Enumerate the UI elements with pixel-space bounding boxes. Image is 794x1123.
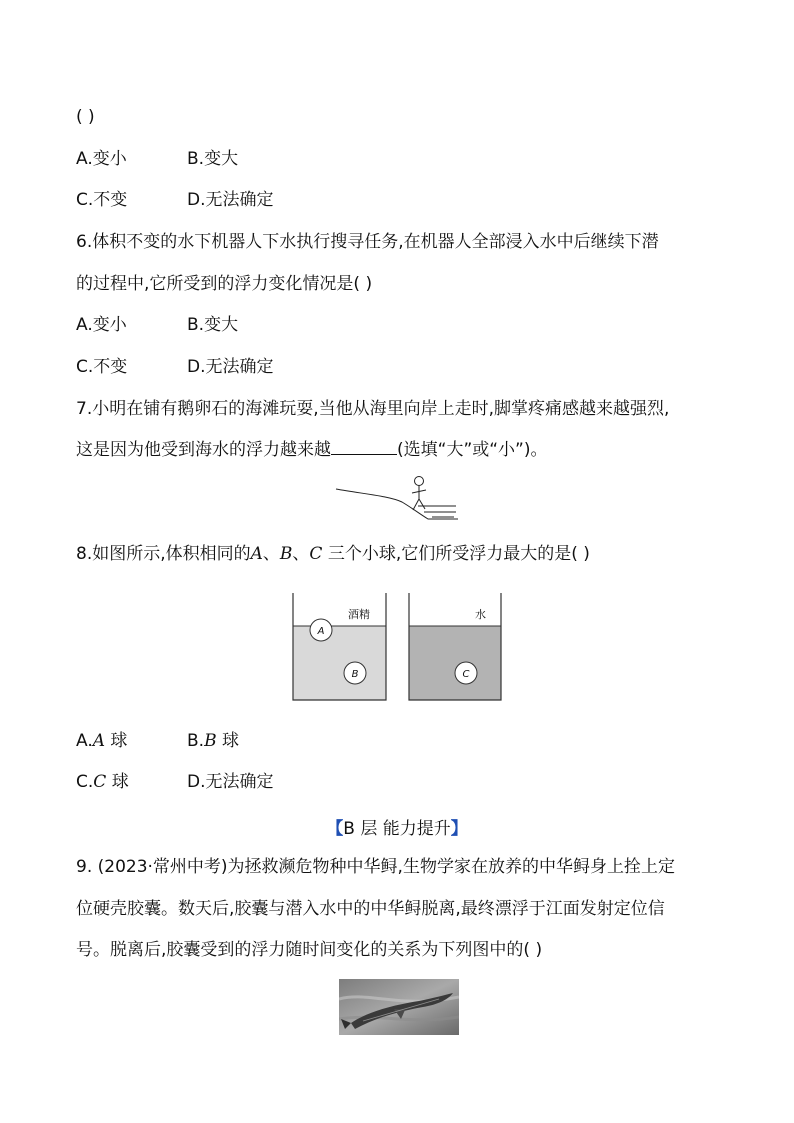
q7-text-line-2 <box>76 438 548 462</box>
ball-b-label: B <box>351 669 359 680</box>
q7-answer-blank <box>331 438 397 455</box>
water-label: 水 <box>475 608 486 621</box>
q8-text-suffix: 三个小球,它们所受浮力最大的是( ) <box>322 544 590 564</box>
ball-c-label: C <box>462 669 470 680</box>
q8-option-c: C.C 球 <box>76 772 129 792</box>
q7-text-after-blank: (选填“大”或“小”)。 <box>397 440 548 460</box>
q9-text-line-2: 位硬壳胶囊。数天后,胶囊与潜入水中的中华鲟脱离,最终漂浮于江面发射定位信 <box>76 899 665 919</box>
q5-option-c: C.不变 <box>76 190 128 210</box>
q8-text-prefix: 8.如图所示,体积相同的 <box>76 544 251 564</box>
q5-option-d: D.无法确定 <box>187 190 274 210</box>
q7-text-line-1: 7.小明在铺有鹅卵石的海滩玩耍,当他从海里向岸上走时,脚掌疼痛感越来越强烈, <box>76 399 670 419</box>
q6-option-b: B.变大 <box>187 315 239 335</box>
q6-text-line-2: 的过程中,它所受到的浮力变化情况是( ) <box>76 274 373 294</box>
q7-text-before-blank: 这是因为他受到海水的浮力越来越 <box>76 440 331 460</box>
q6-option-a: A.变小 <box>76 315 127 335</box>
q8-label-b: B <box>279 544 293 564</box>
section-heading <box>0 814 794 839</box>
section-bracket-close: 】 <box>450 819 468 839</box>
section-label: B 层 能力提升 <box>343 819 451 839</box>
q6-option-d: D.无法确定 <box>187 357 274 377</box>
q9-text-line-3: 号。脱离后,胶囊受到的浮力随时间变化的关系为下列图中的( ) <box>76 940 543 960</box>
q8-option-a: A.A 球 <box>76 731 128 751</box>
sturgeon-photo <box>339 979 459 1035</box>
q8-option-b: B.B 球 <box>187 731 239 751</box>
q8-containers-figure <box>290 590 504 704</box>
q5-option-a: A.变小 <box>76 149 127 169</box>
q7-beach-figure <box>334 472 460 524</box>
q6-text-line-1: 6.体积不变的水下机器人下水执行搜寻任务,在机器人全部浸入水中后继续下潜 <box>76 232 659 252</box>
alcohol-label: 酒精 <box>348 608 370 621</box>
q8-sep-1: 、 <box>262 544 280 564</box>
q8-option-d: D.无法确定 <box>187 772 274 792</box>
q9-text-line-1: 9. (2023·常州中考)为拯救濒危物种中华鲟,生物学家在放养的中华鲟身上拴上定 <box>76 857 675 877</box>
q5-option-b: B.变大 <box>187 149 239 169</box>
question-5-paren: ( ) <box>76 107 95 127</box>
q8-label-a: A <box>250 544 263 564</box>
section-bracket-open: 【 <box>326 819 344 839</box>
q8-sep-2: 、 <box>292 544 310 564</box>
q6-option-c: C.不变 <box>76 357 128 377</box>
q8-label-c: C <box>309 544 323 564</box>
ball-a-label: A <box>317 626 325 637</box>
q8-text <box>76 542 590 566</box>
